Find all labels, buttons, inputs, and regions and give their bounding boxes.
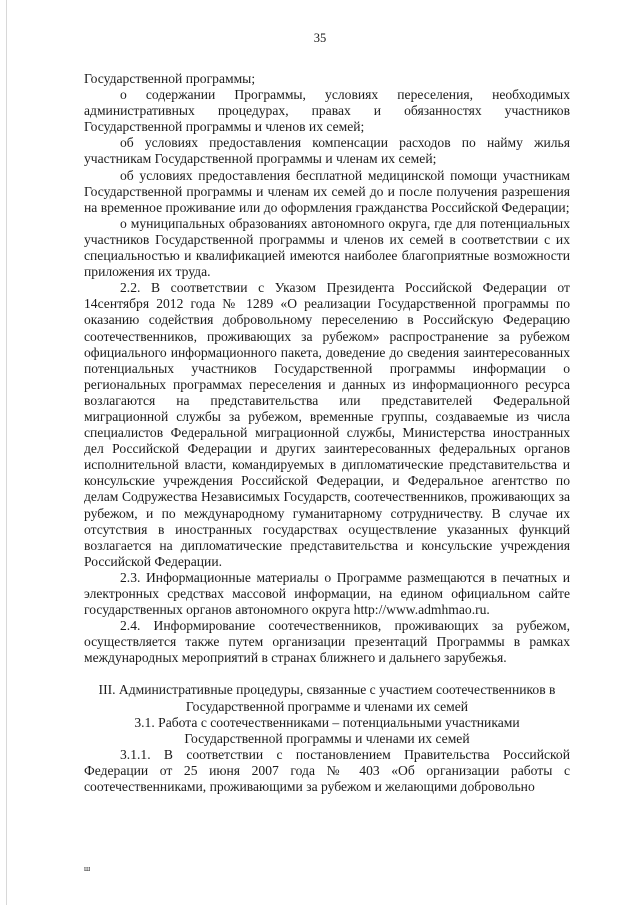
paragraph: 3.1.1. В соответствии с постановлением Правительства Российской Федерации от 25 июня 2007 года № 403 «Об организации работы с соотечественниками, проживающими за рубежом и желающими добровольно	[84, 746, 570, 795]
paragraph: об условиях предоставления бесплатной медицинской помощи участникам Государственной программы и членам их семей до и после получения разрешения на временное проживание или до оформления гражданства Российской Федерации;	[84, 167, 570, 215]
document-body	[84, 71, 570, 795]
subsection-heading-line: Государственной программы и членами их семей	[184, 730, 470, 746]
section-heading-line: Государственной программе и членами их семей	[185, 698, 469, 714]
paragraph: о муниципальных образованиях автономного округа, где для потенциальных участников Государственной программы и членов их семей в соответствии с их специальностью и квалификацией имеются наиболее благоприятные возможности приложения их труда.	[84, 215, 570, 280]
paragraph: 2.2. В соответствии с Указом Президента Российской Федерации от 14сентября 2012 года № 1289 «О реализации Государственной программы по оказанию содействия добровольному переселению в Российскую Федерацию соотечественников, проживающих за рубежом» распространение за рубежом официального информационного пакета, доведение до сведения заинтересованных потенциальных участников Государственной программы информации о региональных программах переселения и данных из информационного ресурса возлагаются на представительства или представителей Федеральной миграционной службы за рубежом, временные группы, создаваемые из числа специалистов Федеральной миграционной службы, Министерства иностранных дел Российской Федерации и других заинтересованных федеральных органов исполнительной власти, командируемых в дипломатические представительства и консульские учреждения Российской Федерации, и Федеральное агентство по делам Содружества Независимых Государств, соотечественников, проживающих за рубежом, и по международному гуманитарному сотрудничеству. В случае их отсутствия в иностранных государствах осуществление указанных функций возлагается на дипломатические представительства и консульские учреждения Российской Федерации.	[84, 280, 570, 569]
paragraph: 2.3. Информационные материалы о Программе размещаются в печатных и электронных средствах массовой информации, на едином официальном сайте государственных органов автономного округа http://www.admhmao.ru.	[84, 569, 570, 618]
subsection-heading-line: 3.1. Работа с соотечественниками – потенциальными участниками	[134, 714, 520, 730]
spacer	[84, 666, 570, 682]
paragraph: 2.4. Информирование соотечественников, проживающих за рубежом, осуществляется также путем организации презентаций Программы в рамках международных мероприятий в странах ближнего и дальнего зарубежья.	[84, 618, 570, 666]
footer-mark: ш	[84, 864, 91, 873]
paragraph: о содержании Программы, условиях переселения, необходимых административных процедурах, правах и обязанностях участников Государственной программы и членов их семей;	[84, 87, 570, 135]
page-number: 35	[313, 31, 327, 45]
paragraph: Государственной программы;	[84, 71, 256, 86]
paragraph: об условиях предоставления компенсации расходов по найму жилья участникам Государственной программы и членам их семей;	[84, 135, 570, 167]
scan-edge-line	[6, 0, 7, 905]
section-heading-line: III. Административные процедуры, связанные с участием соотечественников в	[98, 682, 556, 698]
